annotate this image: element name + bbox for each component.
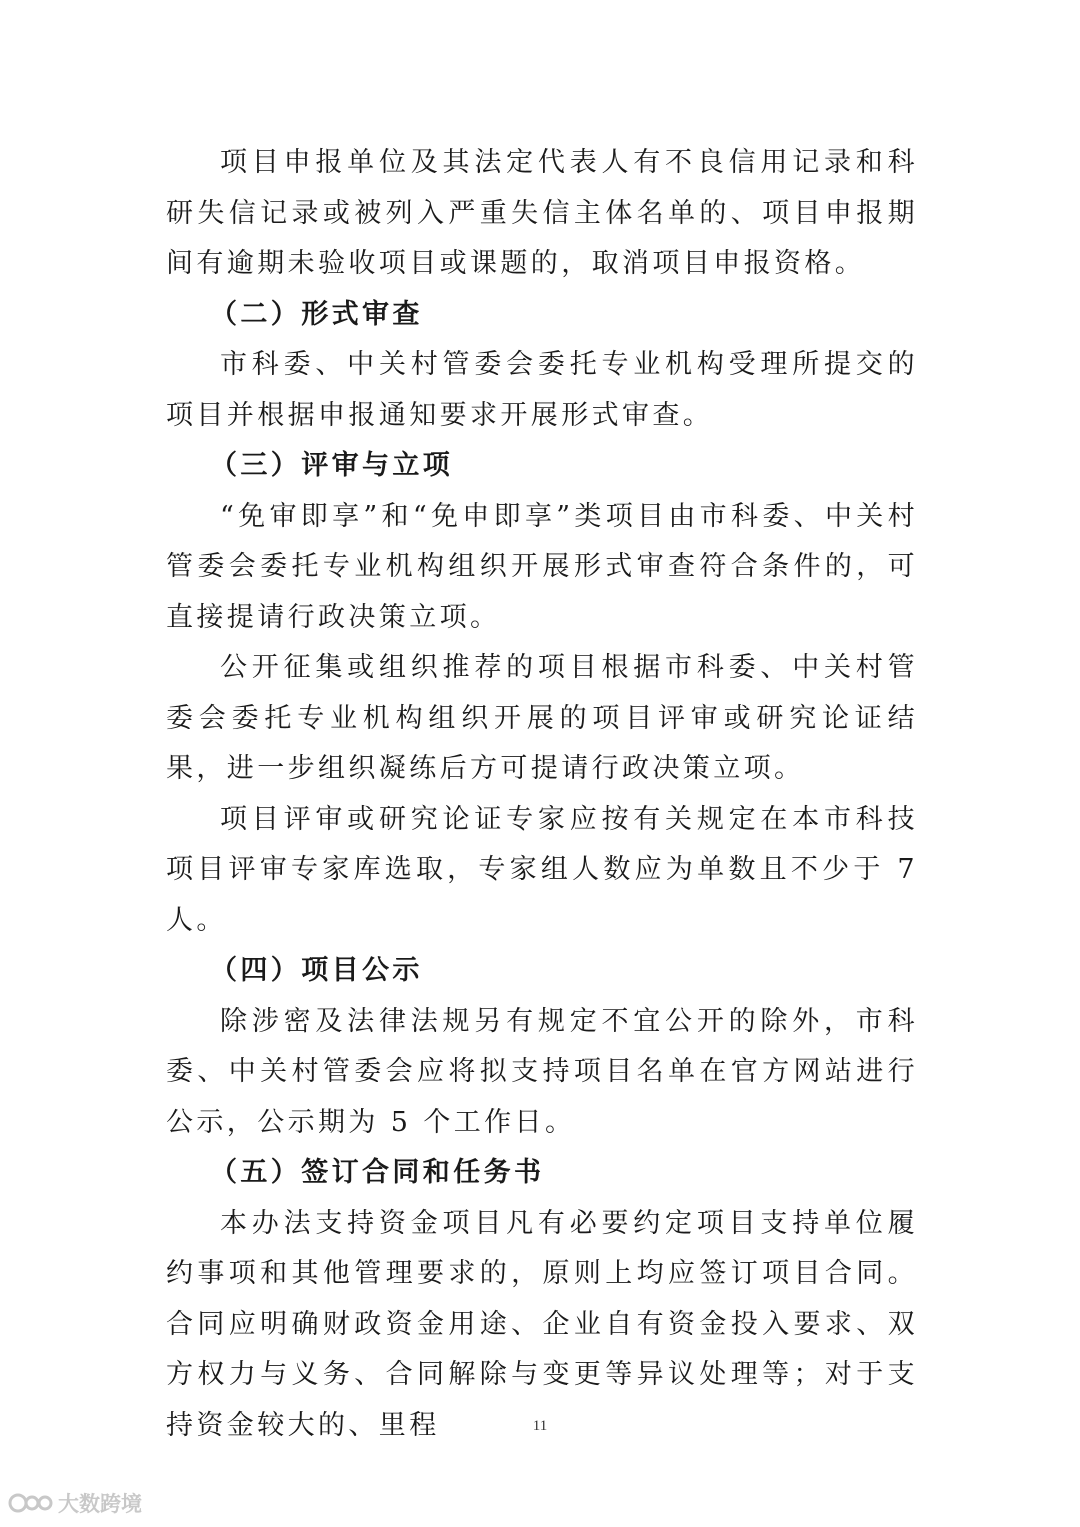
paragraph-exempt-projects: “免审即享”和“免申即享”类项目由市科委、中关村管委会委托专业机构组织开展形式审查符合条件的，可直接提请行政决策立项。	[166, 500, 918, 633]
paragraph-disqualification: 项目申报单位及其法定代表人有不良信用记录和科研失信记录或被列入严重失信主体名单的、项目申报期间有逾期未验收项目或课题的，取消项目申报资格。	[166, 147, 918, 279]
section-heading-review-approval: （三）评审与立项	[210, 450, 454, 481]
section-heading-publicity: （四）项目公示	[210, 955, 423, 986]
watermark	[8, 1488, 142, 1518]
document-body	[166, 138, 918, 1451]
section-heading-formal-review: （二）形式审查	[210, 298, 423, 330]
page-number: 11	[532, 1418, 548, 1434]
section-heading-contract: （五）签订合同和任务书	[210, 1157, 545, 1188]
brand-logo-icon	[8, 1491, 54, 1515]
paragraph-public-solicitation: 公开征集或组织推荐的项目根据市科委、中关村管委会委托专业机构组织开展的项目评审或研究论证结果，进一步组织凝练后方可提请行政决策立项。	[166, 652, 918, 784]
paragraph-publicity: 除涉密及法律法规另有规定不宜公开的除外，市科委、中关村管委会应将拟支持项目名单在官方网站进行公示，公示期为 5 个工作日。	[166, 1005, 918, 1138]
paragraph-contract: 本办法支持资金项目凡有必要约定项目支持单位履约事项和其他管理要求的，原则上均应签订项目合同。合同应明确财政资金用途、企业自有资金投入要求、双方权力与义务、合同解除与变更等异议处理等；对于支持资金较大的、里程	[166, 1207, 918, 1441]
watermark-text: 大数跨境	[58, 1492, 142, 1516]
paragraph-expert-selection: 项目评审或研究论证专家应按有关规定在本市科技项目评审专家库选取，专家组人数应为单数且不少于 7 人。	[166, 803, 918, 936]
paragraph-formal-review: 市科委、中关村管委会委托专业机构受理所提交的项目并根据申报通知要求开展形式审查。	[166, 349, 918, 431]
